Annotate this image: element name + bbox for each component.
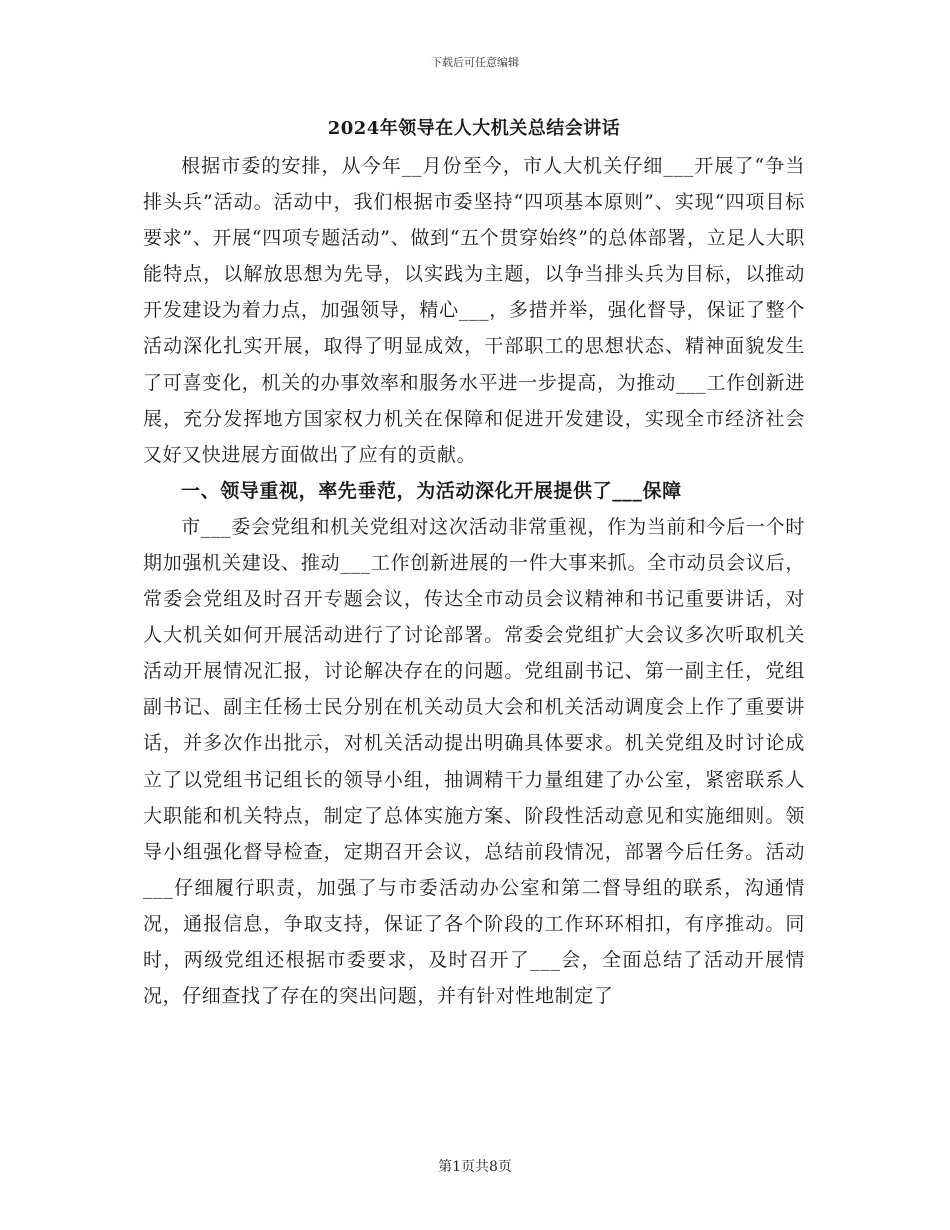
header-note: 下载后可任意编辑: [431, 56, 519, 69]
section-1-heading: 一、领导重视，率先垂范，为活动深化开展提供了___保障: [181, 479, 682, 502]
document-body: [143, 112, 805, 1014]
page-footer: 第1页共8页: [438, 1159, 512, 1175]
document-title: 2024年领导在人大机关总结会讲话: [327, 118, 621, 139]
intro-paragraph: 根据市委的安排，从今年__月份至今，市人大机关仔细___开展了“争当排头兵”活动。活动中，我们根据市委坚持“四项基本原则”、实现“四项目标要求”、开展“四项专题活动”、做到“五个贯穿始终”的总体部署，立足人大职能特点，以解放思想为先导，以实践为主题，以争当排头兵为目标，以推动开发建设为着力点，加强领导，精心___，多措并举，强化督导，保证了整个活动深化扎实开展，取得了明显成效，干部职工的思想状态、精神面貌发生了可喜变化，机关的办事效率和服务水平进一步提高，为推动___工作创新进展，充分发挥地方国家权力机关在保障和促进开发建设，实现全市经济社会又好又快进展方面做出了应有的贡献。: [143, 155, 805, 466]
section-1-paragraph: 市___委会党组和机关党组对这次活动非常重视，作为当前和今后一个时期加强机关建设、推动___工作创新进展的一件大事来抓。全市动员会议后，常委会党组及时召开专题会议，传达全市动员会议精神和书记重要讲话，对人大机关如何开展活动进行了讨论部署。常委会党组扩大会议多次听取机关活动开展情况汇报，讨论解决存在的问题。党组副书记、第一副主任，党组副书记、副主任杨士民分别在机关动员大会和机关活动调度会上作了重要讲话，并多次作出批示，对机关活动提出明确具体要求。机关党组及时讨论成立了以党组书记组长的领导小组，抽调精干力量组建了办公室，紧密联系人大职能和机关特点，制定了总体实施方案、阶段性活动意见和实施细则。领导小组强化督导检查，定期召开会议，总结前段情况，部署今后任务。活动___仔细履行职责，加强了与市委活动办公室和第二督导组的联系，沟通情况，通报信息，争取支持，保证了各个阶段的工作环环相扣，有序推动。同时，两级党组还根据市委要求，及时召开了___会，全面总结了活动开展情况，仔细查找了存在的突出问题，并有针对性地制定了: [143, 515, 805, 1008]
